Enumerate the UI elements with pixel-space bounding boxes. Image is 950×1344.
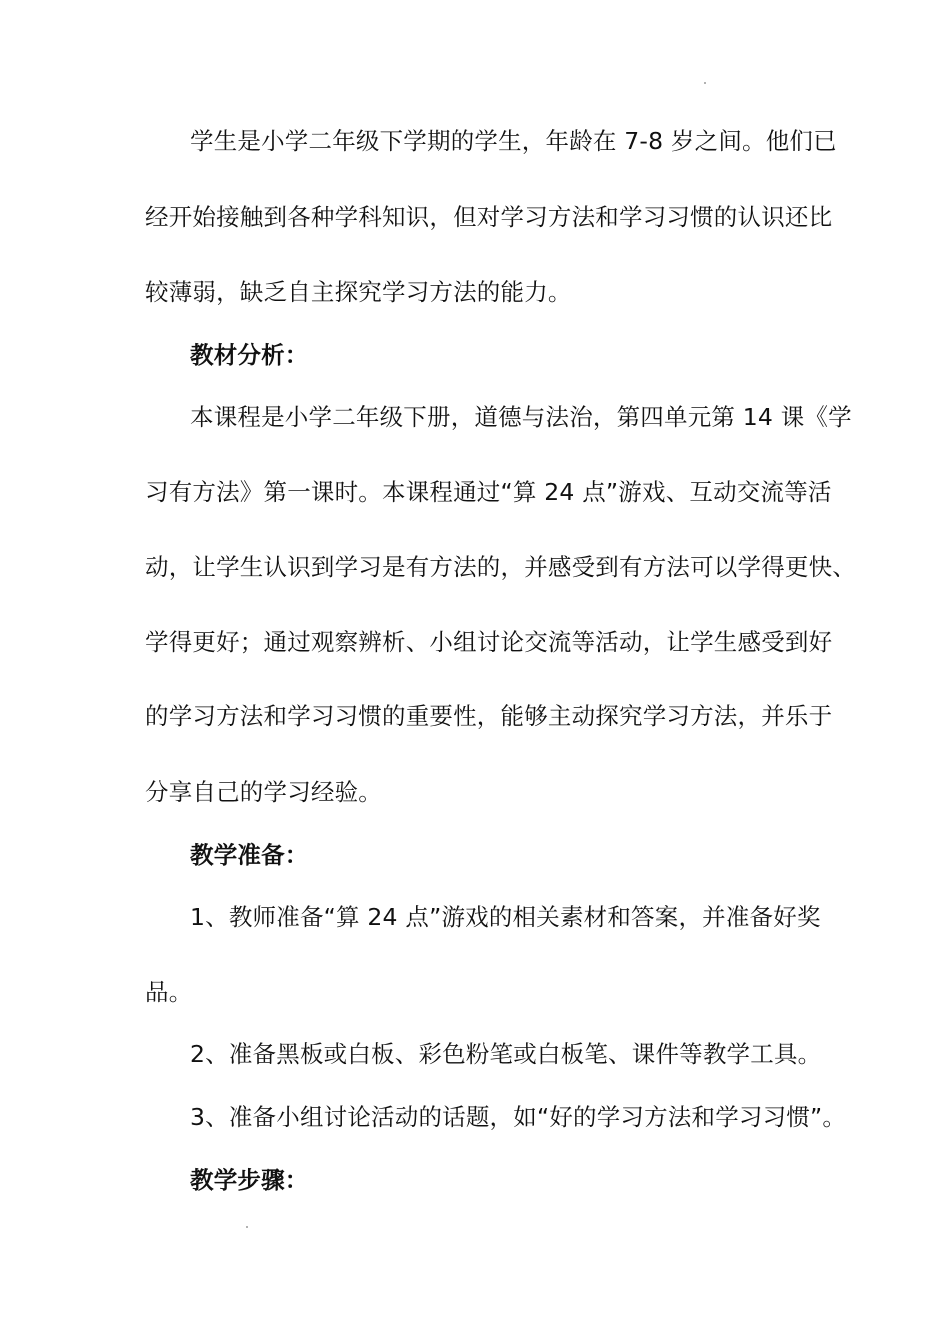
textbook-analysis-line-1: 本课程是小学二年级下册，道德与法治，第四单元第 14 课《学	[190, 403, 852, 431]
scan-mark	[246, 1226, 248, 1228]
textbook-analysis-heading: 教材分析：	[190, 341, 309, 369]
scan-mark	[704, 82, 706, 84]
textbook-analysis-line-4: 学得更好；通过观察辨析、小组讨论交流等活动，让学生感受到好	[145, 628, 833, 656]
textbook-analysis-line-5: 的学习方法和学习习惯的重要性，能够主动探究学习方法，并乐于	[145, 702, 833, 730]
student-analysis-line-1: 学生是小学二年级下学期的学生，年龄在 7-8 岁之间。他们已	[190, 127, 837, 155]
textbook-analysis-line-6: 分享自己的学习经验。	[145, 778, 382, 806]
preparation-item-1-line-1: 1、教师准备“算 24 点”游戏的相关素材和答案，并准备好奖	[190, 903, 821, 931]
teaching-preparation-heading: 教学准备：	[190, 841, 309, 869]
preparation-item-3: 3、准备小组讨论活动的话题，如“好的学习方法和学习习惯”。	[190, 1103, 847, 1131]
preparation-item-1-line-2: 品。	[145, 978, 193, 1006]
teaching-steps-heading: 教学步骤：	[190, 1166, 309, 1194]
preparation-item-2: 2、准备黑板或白板、彩色粉笔或白板笔、课件等教学工具。	[190, 1040, 822, 1068]
textbook-analysis-line-2: 习有方法》第一课时。本课程通过“算 24 点”游戏、互动交流等活	[145, 478, 832, 506]
textbook-analysis-line-3: 动，让学生认识到学习是有方法的，并感受到有方法可以学得更快、	[145, 553, 856, 581]
student-analysis-line-3: 较薄弱，缺乏自主探究学习方法的能力。	[145, 278, 572, 306]
student-analysis-line-2: 经开始接触到各种学科知识，但对学习方法和学习习惯的认识还比	[145, 203, 833, 231]
